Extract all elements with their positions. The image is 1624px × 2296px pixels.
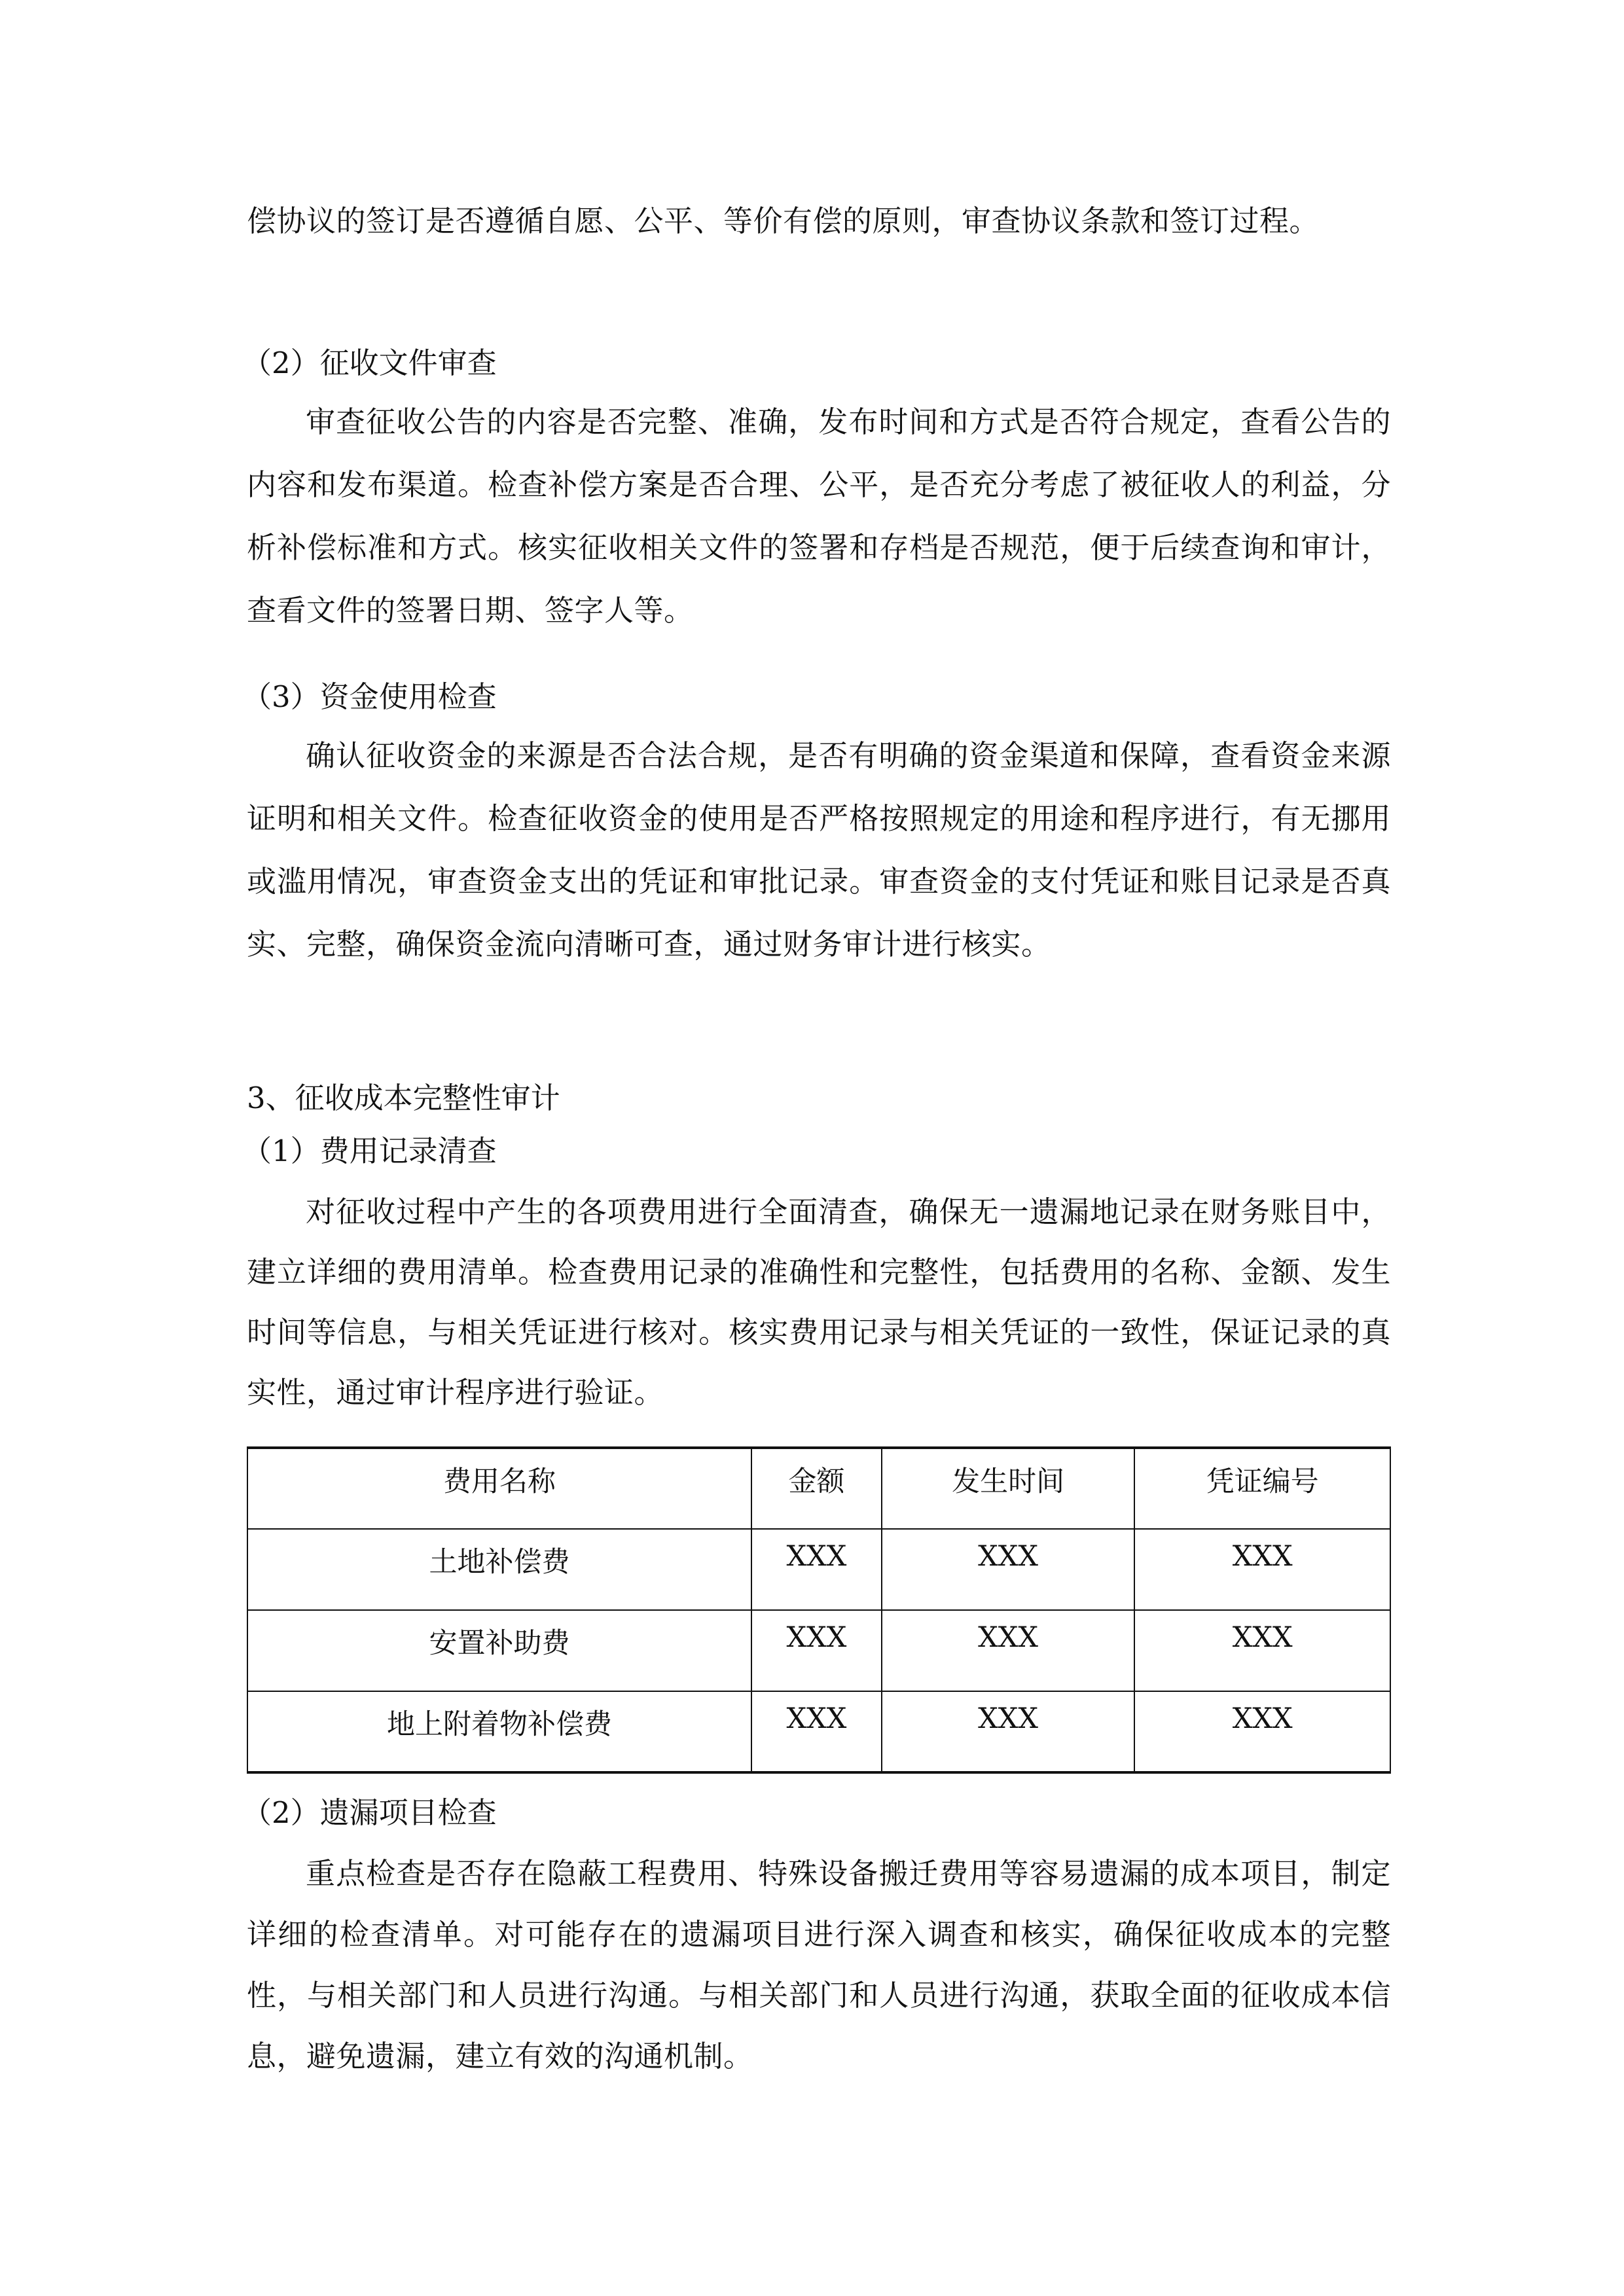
table-row: [247, 1610, 1390, 1691]
heading-document-review: （2）征收文件审查: [242, 346, 497, 380]
cell-name: 地上附着物补偿费: [247, 1691, 751, 1772]
cell-voucher: XXX: [1134, 1610, 1390, 1691]
cell-date: XXX: [882, 1529, 1135, 1610]
cell-date: XXX: [882, 1691, 1135, 1772]
header-date: 发生时间: [882, 1448, 1135, 1529]
cell-amount: XXX: [751, 1529, 882, 1610]
cell-name: 安置补助费: [247, 1610, 751, 1691]
heading-fund-usage: （3）资金使用检查: [242, 679, 497, 714]
heading-omission-check: （2）遗漏项目检查: [242, 1795, 497, 1830]
heading-expense-records: （1）费用记录清查: [242, 1134, 497, 1168]
paragraph-fund-usage: 确认征收资金的来源是否合法合规，是否有明确的资金渠道和保障，查看资金来源证明和相关文件。检查征收资金的使用是否严格按照规定的用途和程序进行，有无挪用或滥用情况，审查资金支出的凭证和审批记录。审查资金的支付凭证和账目记录是否真实、完整，确保资金流向清晰可查，通过财务审计进行核实。: [247, 738, 1391, 961]
table-row: [247, 1691, 1390, 1772]
paragraph-omission-check: 重点检查是否存在隐蔽工程费用、特殊设备搬迁费用等容易遗漏的成本项目，制定详细的检查清单。对可能存在的遗漏项目进行深入调查和核实，确保征收成本的完整性，与相关部门和人员进行沟通。与相关部门和人员进行沟通，获取全面的征收成本信息，避免遗漏，建立有效的沟通机制。: [247, 1856, 1391, 2073]
section-heading-cost-audit: 3、征收成本完整性审计: [247, 1081, 560, 1115]
header-voucher-no: 凭证编号: [1134, 1448, 1390, 1529]
cell-date: XXX: [882, 1610, 1135, 1691]
header-amount: 金额: [751, 1448, 882, 1529]
header-expense-name: 费用名称: [247, 1448, 751, 1529]
paragraph-agreement-review: 偿协议的签订是否遵循自愿、公平、等价有偿的原则，审查协议条款和签订过程。: [247, 204, 1320, 238]
cell-amount: XXX: [751, 1691, 882, 1772]
cell-amount: XXX: [751, 1610, 882, 1691]
table-row: [247, 1529, 1390, 1610]
paragraph-document-review: 审查征收公告的内容是否完整、准确，发布时间和方式是否符合规定，查看公告的内容和发布渠道。检查补偿方案是否合理、公平，是否充分考虑了被征收人的利益，分析补偿标准和方式。核实征收相关文件的签署和存档是否规范，便于后续查询和审计，查看文件的签署日期、签字人等。: [247, 404, 1391, 628]
cell-name: 土地补偿费: [247, 1529, 751, 1610]
expense-table: [247, 1446, 1391, 1774]
cell-voucher: XXX: [1134, 1529, 1390, 1610]
table-header-row: [247, 1448, 1390, 1529]
cell-voucher: XXX: [1134, 1691, 1390, 1772]
paragraph-expense-records: 对征收过程中产生的各项费用进行全面清查，确保无一遗漏地记录在财务账目中，建立详细的费用清单。检查费用记录的准确性和完整性，包括费用的名称、金额、发生时间等信息，与相关凭证进行核对。核实费用记录与相关凭证的一致性，保证记录的真实性，通过审计程序进行验证。: [247, 1194, 1391, 1410]
